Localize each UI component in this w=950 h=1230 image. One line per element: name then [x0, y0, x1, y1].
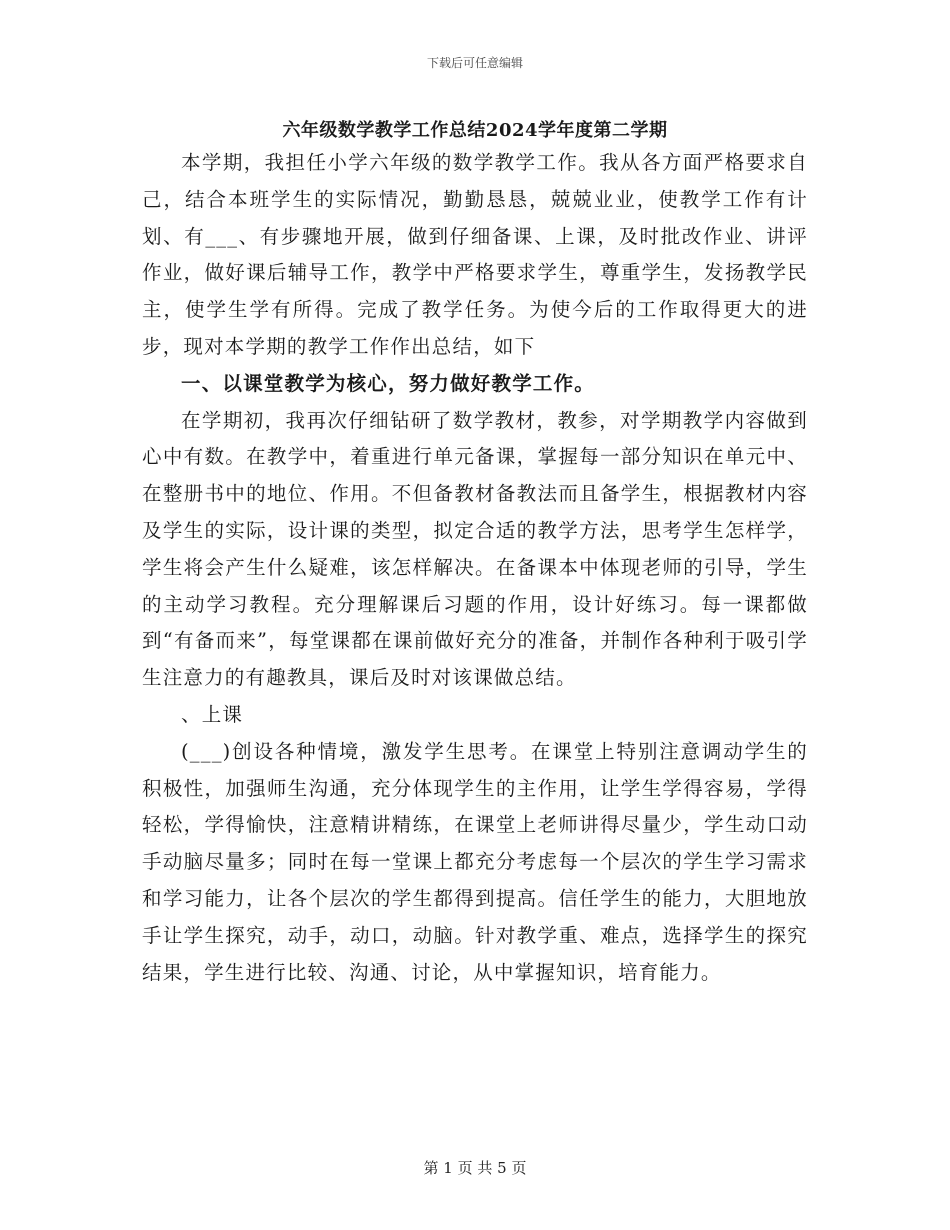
document-body: [142, 145, 808, 991]
page-header: 下载后可任意编辑: [426, 56, 523, 70]
subsection-heading: 、上课: [181, 702, 244, 726]
paragraph-class: (___)创设各种情境，激发学生思考。在课堂上特别注意调动学生的积极性，加强师生沟通，充分体现学生的主作用，让学生学得容易，学得轻松，学得愉快，注意精讲精练，在课堂上老师讲得尽量少，学生动口动手动脑尽量多；同时在每一堂课上都充分考虑每一个层次的学生学习需求和学习能力，让各个层次的学生都得到提高。信任学生的能力，大胆地放手让学生探究，动手，动口，动脑。针对教学重、难点，选择学生的探究结果，学生进行比较、沟通、讨论，从中掌握知识，培育能力。: [142, 739, 808, 984]
paragraph-preparation: 在学期初，我再次仔细钻研了数学教材，教参，对学期教学内容做到心中有数。在教学中，着重进行单元备课，掌握每一部分知识在单元中、在整册书中的地位、作用。不但备教材备教法而且备学生，根据教材内容及学生的实际，设计课的类型，拟定合适的教学方法，思考学生怎样学，学生将会产生什么疑难，该怎样解决。在备课本中体现老师的引导，学生的主动学习教程。充分理解课后习题的作用，设计好练习。每一课都做到“有备而来”，每堂课都在课前做好充分的准备，并制作各种利于吸引学生注意力的有趣教具，课后及时对该课做总结。: [142, 408, 808, 690]
document-title: 六年级数学教学工作总结2024学年度第二学期: [282, 120, 668, 141]
page-number: 第 1 页 共 5 页: [423, 1159, 527, 1177]
section-heading: 一、以课堂教学为核心，努力做好教学工作。: [181, 371, 596, 395]
paragraph-intro: 本学期，我担任小学六年级的数学教学工作。我从各方面严格要求自己，结合本班学生的实际情况，勤勤恳恳，兢兢业业，使教学工作有计划、有___、有步骤地开展，做到仔细备课、上课，及时批改作业、讲评作业，做好课后辅导工作，教学中严格要求学生，尊重学生，发扬教学民主，使学生学有所得。完成了教学任务。为使今后的工作取得更大的进步，现对本学期的教学工作作出总结，如下: [142, 151, 808, 358]
